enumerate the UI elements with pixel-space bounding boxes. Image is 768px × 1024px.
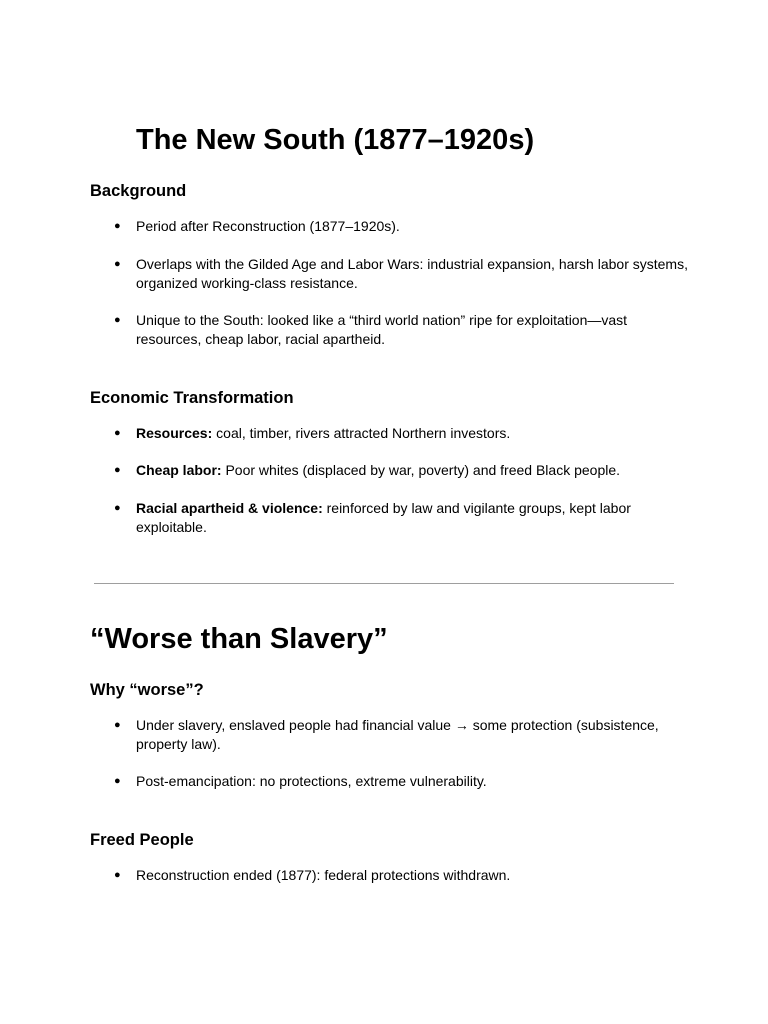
list-item: [114, 217, 696, 236]
bullet-icon: ●: [114, 427, 121, 439]
bullet-icon: ●: [114, 775, 121, 787]
list-item-detail: reinforced by law and vigilante groups, kept labor exploitable.: [136, 500, 631, 535]
page-title: The New South (1877–1920s): [136, 124, 535, 156]
bullet-icon: ●: [114, 869, 121, 881]
list-item-text: [136, 499, 696, 537]
section-divider: [94, 583, 674, 584]
section-title-worse-than-slavery: “Worse than Slavery”: [90, 623, 388, 655]
bullet-icon: ●: [114, 258, 121, 270]
section-heading-background: Background: [90, 182, 187, 200]
list-item-text: Overlaps with the Gilded Age and Labor Wars: industrial expansion, harsh labor systems, organized working-class resistance.: [136, 256, 688, 291]
list-item: [114, 255, 696, 293]
bullet-icon: ●: [114, 314, 121, 326]
list-item: [114, 499, 696, 537]
list-item: [114, 866, 696, 885]
list-item-label: Cheap labor:: [136, 462, 222, 478]
list-item-text: Period after Reconstruction (1877–1920s).: [136, 218, 400, 234]
bullet-icon: ●: [114, 502, 121, 514]
list-item: [114, 461, 696, 480]
list-item: [114, 716, 696, 754]
list-item-text: Under slavery, enslaved people had financial value → some protection (subsistence, property law).: [136, 717, 659, 752]
list-item-detail: Poor whites (displaced by war, poverty) and freed Black people.: [221, 462, 621, 478]
list-item: [114, 424, 696, 443]
section-heading-freed-people: Freed People: [90, 831, 194, 849]
list-item-text: Unique to the South: looked like a “third world nation” ripe for exploitation—vast resources, cheap labor, racial apartheid.: [136, 312, 628, 347]
section-heading-why-worse: Why “worse”?: [90, 681, 204, 699]
list-item-text: Reconstruction ended (1877): federal protections withdrawn.: [136, 867, 511, 883]
bullet-icon: ●: [114, 719, 121, 731]
list-item: [114, 311, 696, 349]
list-item-label: Racial apartheid & violence:: [136, 500, 323, 516]
bullet-icon: ●: [114, 220, 121, 232]
list-item-text: [136, 424, 696, 443]
list-item-detail: coal, timber, rivers attracted Northern investors.: [212, 425, 511, 441]
list-item: [114, 772, 696, 791]
list-item-label: Resources:: [136, 425, 213, 441]
list-item-text: [136, 461, 696, 480]
bullet-icon: ●: [114, 464, 121, 476]
list-item-text: Post-emancipation: no protections, extreme vulnerability.: [136, 773, 487, 789]
section-heading-economic-transformation: Economic Transformation: [90, 389, 294, 407]
